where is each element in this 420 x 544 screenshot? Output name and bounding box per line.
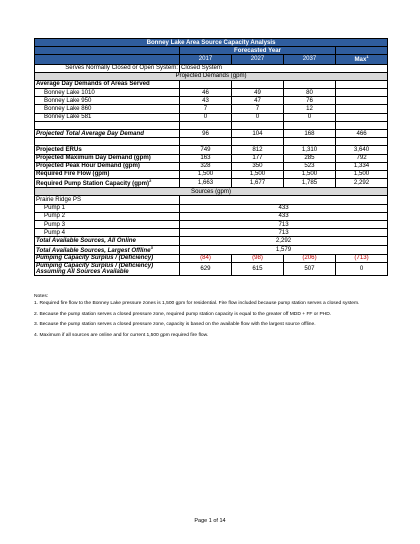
- metric-label-text: Projected Peak Hour Demand (gpm): [36, 162, 140, 170]
- area-value: 7: [232, 105, 284, 113]
- page-footer: Page 1 of 14: [194, 518, 226, 524]
- area-value: 49: [232, 89, 284, 97]
- metric-value: 163: [180, 154, 232, 162]
- metric-label: [35, 170, 180, 178]
- surplus-all-row: [35, 262, 388, 275]
- surplus-def-value: (713): [336, 254, 388, 262]
- spacer-row: [35, 138, 388, 146]
- area-row: [35, 89, 388, 97]
- area-value: 0: [180, 113, 232, 121]
- total-largest-text: Total Available Sources, Largest Offline: [36, 246, 151, 254]
- metric-row: [35, 170, 388, 178]
- area-value: 12: [284, 105, 336, 113]
- area-name: Bonney Lake 581: [35, 113, 180, 121]
- blank-cell: [35, 55, 180, 64]
- metric-value: 177: [232, 154, 284, 162]
- blank-cell: [284, 138, 336, 146]
- area-value: 0: [284, 113, 336, 121]
- total-add-label: Projected Total Average Day Demand: [35, 130, 180, 138]
- area-value: 46: [180, 89, 232, 97]
- metric-value: 1,500: [284, 170, 336, 178]
- surplus-def-value: (98): [232, 254, 284, 262]
- blank-cell: [232, 138, 284, 146]
- blank-cell: [180, 80, 232, 88]
- note-4: 4. Maximum if all sources are online and for current 1,500 gpm required fire flow.: [34, 332, 209, 338]
- area-value: 47: [232, 97, 284, 105]
- year-header: 2017: [180, 55, 232, 64]
- metric-value: 3,640: [336, 146, 388, 154]
- metric-label: [35, 179, 180, 188]
- blank-cell: [336, 80, 388, 88]
- pump-name: Pump 4: [35, 229, 180, 237]
- surplus-all-value: 507: [284, 262, 336, 275]
- metric-row: [35, 146, 388, 154]
- total-add-value: 168: [284, 130, 336, 138]
- surplus-all-value: 629: [180, 262, 232, 275]
- metric-value: 1,500: [180, 170, 232, 178]
- pump-value: 713: [180, 221, 388, 229]
- year-header: 2027: [232, 55, 284, 64]
- sources-section: [35, 188, 388, 196]
- source-capacity-table: [34, 38, 388, 276]
- add-header: Average Day Demands of Areas Served: [35, 80, 180, 88]
- footnote-ref: 1: [366, 54, 369, 60]
- blank-cell: [284, 121, 336, 129]
- pump-value: 433: [180, 212, 388, 220]
- table-title: Bonney Lake Area Source Capacity Analysis: [35, 39, 388, 47]
- pump-name: Pump 2: [35, 212, 180, 220]
- note-1: 1. Required fire flow to the Bonney Lake pressure zones is 1,500 gpm for residential. Fire flow included because pump station serves a closed system.: [34, 301, 360, 307]
- blank-cell: [180, 196, 388, 204]
- forecast-label: Forecasted Year: [180, 47, 336, 55]
- total-online-row: [35, 237, 388, 245]
- spacer-row: [35, 121, 388, 129]
- surplus-def-value: (206): [284, 254, 336, 262]
- station-row: [35, 196, 388, 204]
- note-2: 2. Because the pump station serves a closed pressure zone, required pump station capacity is equal to the greater off MDD + FF or PHD.: [34, 311, 332, 317]
- station-name: Prairie Ridge PS: [35, 196, 180, 204]
- total-largest-row: [35, 245, 388, 254]
- metric-row: [35, 154, 388, 162]
- total-online-value: 2,292: [180, 237, 388, 245]
- area-value: 0: [232, 113, 284, 121]
- blank-cell: [336, 89, 388, 97]
- max-header: [336, 55, 388, 64]
- surplus-all-line2: Assuming All Sources Available: [36, 267, 129, 275]
- metric-label: [35, 146, 180, 154]
- metric-label-text: Projected Maximum Day Demand (gpm): [36, 154, 151, 162]
- total-add-value: 466: [336, 130, 388, 138]
- blank-cell: [336, 138, 388, 146]
- demands-section: [35, 72, 388, 80]
- area-row: [35, 105, 388, 113]
- system-value: Closed System: [180, 64, 388, 72]
- blank-cell: [336, 121, 388, 129]
- metric-value: 1,785: [284, 179, 336, 188]
- pump-row: [35, 204, 388, 212]
- notes-section: [34, 294, 390, 343]
- years-row: [35, 55, 388, 64]
- system-row: [35, 64, 388, 72]
- metric-label: [35, 162, 180, 170]
- total-largest-label: [35, 245, 180, 254]
- total-largest-value: 1,579: [180, 245, 388, 254]
- surplus-def-value: (84): [180, 254, 232, 262]
- surplus-all-value: 0: [336, 262, 388, 275]
- area-name: Bonney Lake 1010: [35, 89, 180, 97]
- area-value: 43: [180, 97, 232, 105]
- blank-cell: [35, 47, 180, 55]
- metric-value: 523: [284, 162, 336, 170]
- forecast-row: [35, 47, 388, 55]
- footnote-ref: 2: [149, 178, 152, 184]
- metric-row: [35, 162, 388, 170]
- total-add-value: 104: [232, 130, 284, 138]
- blank-cell: [35, 138, 180, 146]
- pump-name: Pump 3: [35, 221, 180, 229]
- year-header: 2037: [284, 55, 336, 64]
- metric-label-text: Required Fire Flow (gpm): [36, 170, 110, 178]
- add-row: [35, 80, 388, 88]
- max-label: Max: [354, 56, 367, 64]
- metric-value: 350: [232, 162, 284, 170]
- total-add-value: 96: [180, 130, 232, 138]
- table-body: [35, 39, 388, 276]
- metric-value: 1,334: [336, 162, 388, 170]
- metric-label-text: Projected ERUs: [36, 145, 82, 153]
- blank-cell: [232, 80, 284, 88]
- pump-value: 713: [180, 229, 388, 237]
- note-3: 3. Because the pump station serves a closed pressure zone, capacity is based on the available flow with the largest source offline.: [34, 322, 316, 328]
- metric-row: [35, 179, 388, 188]
- sources-header: Sources (gpm): [35, 188, 388, 196]
- metric-value: 328: [180, 162, 232, 170]
- blank-cell: [336, 47, 388, 55]
- footnote-ref: 3: [150, 245, 153, 250]
- total-online-label: Total Available Sources, All Online: [35, 237, 180, 245]
- blank-cell: [336, 113, 388, 121]
- blank-cell: [336, 105, 388, 113]
- blank-cell: [180, 138, 232, 146]
- metric-value: 812: [232, 146, 284, 154]
- area-name: Bonney Lake 860: [35, 105, 180, 113]
- blank-cell: [232, 121, 284, 129]
- area-name: Bonney Lake 950: [35, 97, 180, 105]
- area-row: [35, 97, 388, 105]
- metric-value: 792: [336, 154, 388, 162]
- surplus-all-label: [35, 262, 180, 275]
- area-value: 76: [284, 97, 336, 105]
- total-add-row: [35, 130, 388, 138]
- metric-label-text: Required Pump Station Capacity (gpm): [36, 180, 150, 188]
- metric-value: 1,310: [284, 146, 336, 154]
- metric-label: [35, 154, 180, 162]
- pump-row: [35, 221, 388, 229]
- title-row: [35, 39, 388, 47]
- system-label: Serves Normally Closed or Open System:: [35, 64, 180, 72]
- area-value: 80: [284, 89, 336, 97]
- demands-header: Projected Demands (gpm): [35, 72, 388, 80]
- surplus-all-value: 615: [232, 262, 284, 275]
- pump-row: [35, 212, 388, 220]
- metric-value: 1,500: [336, 170, 388, 178]
- pump-value: 433: [180, 204, 388, 212]
- blank-cell: [35, 121, 180, 129]
- metric-value: 1,500: [232, 170, 284, 178]
- metric-value: 749: [180, 146, 232, 154]
- surplus-all-line1: Pumping Capacity Surplus / (Deficiency): [36, 262, 154, 269]
- metric-value: 1,663: [180, 179, 232, 188]
- surplus-def-label: Pumping Capacity Surplus / (Deficiency): [35, 254, 180, 262]
- blank-cell: [284, 80, 336, 88]
- pump-name: Pump 1: [35, 204, 180, 212]
- notes-label: Notes:: [34, 294, 49, 299]
- metric-value: 2,292: [336, 179, 388, 188]
- blank-cell: [180, 121, 232, 129]
- pump-row: [35, 229, 388, 237]
- area-value: 7: [180, 105, 232, 113]
- metric-value: 1,677: [232, 179, 284, 188]
- surplus-def-row: [35, 254, 388, 262]
- blank-cell: [336, 97, 388, 105]
- metric-value: 285: [284, 154, 336, 162]
- area-row: [35, 113, 388, 121]
